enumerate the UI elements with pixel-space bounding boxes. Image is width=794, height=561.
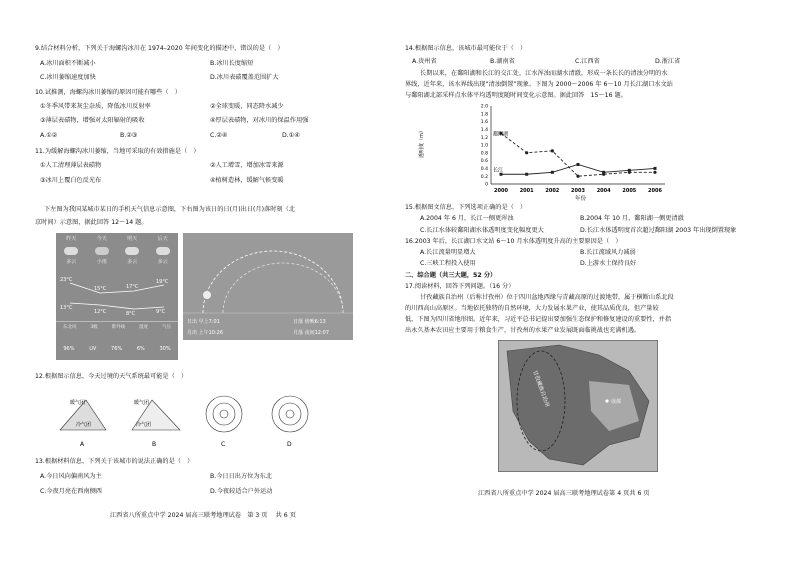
- y-tick-label: 1.6: [480, 120, 488, 126]
- day-label: 后天: [157, 236, 168, 242]
- info-label: 3级: [90, 325, 98, 330]
- warm-mass-label: 暖气团: [70, 400, 86, 406]
- q15-option-c: C.长江水体较鄱阳湖水体透明度变化幅度更大: [420, 227, 544, 234]
- temp-high: 17°C: [126, 284, 139, 290]
- section-heading: 二、综合题（共三大题，52 分）: [405, 272, 497, 279]
- q12-stem: 12.根据图示信息，今天过境的天气系统最可能是（ ）: [35, 373, 188, 380]
- city-marker-icon: [605, 399, 608, 402]
- data-point: [551, 171, 554, 174]
- sichuan-terrain-map: [498, 340, 658, 472]
- x-tick-label: 2002: [545, 188, 560, 194]
- day-label: 昨天: [66, 236, 77, 242]
- q9-option-b: B.冰川长度缩短: [210, 60, 254, 67]
- info-value: 30%: [159, 346, 171, 352]
- info-label: 东北风: [62, 325, 77, 330]
- q13-stem: 13.根据材料信息，下列关于该城市的说法正确的是（ ）: [35, 458, 194, 465]
- sun-moon-panel: [183, 233, 353, 340]
- y-tick-label: 0.4: [480, 167, 488, 172]
- info-label: 气压: [162, 325, 172, 330]
- q13-option-a: A.今日风向偏南风为主: [40, 473, 102, 480]
- data-point: [628, 169, 631, 172]
- intro-line-1: 下左图为我国某城市某日的手机天气信息示意图，下右图为该日的日(月)出日(月)落时刻（北: [44, 206, 295, 213]
- q10-item-4: ④厚层表碛物，对冰川的保温作用强: [210, 117, 309, 124]
- intro-line-2: 京时间）示意图，据此回答 12～14 题。: [35, 219, 148, 226]
- moonrise-time: 月出 上午10:26: [187, 330, 223, 336]
- x-tick-label: 2003: [571, 188, 585, 194]
- info-value: UV: [89, 346, 97, 352]
- q9-option-a: A.冰川面积不断减小: [40, 60, 96, 67]
- series-label: 鄱阳湖: [493, 131, 509, 138]
- q10-option-a: A.①②: [40, 132, 58, 139]
- y-tick-label: 0.8: [480, 151, 488, 157]
- q10-stem: 10.试推测，海螺沟冰川萎缩的原因可能有哪些（ ）: [35, 89, 181, 96]
- temp-low: 12°C: [94, 309, 107, 315]
- x-tick-label: 2000: [494, 188, 508, 194]
- y-tick-label: 1.2: [480, 135, 488, 141]
- x-tick-label: 2001: [519, 188, 534, 194]
- q15-stem: 15.根据图文信息，下列选项正确的是（ ）: [405, 204, 527, 211]
- q17-para-4: 出永久基本农田应主要用于粮食生产，甘孜州的水果产业发展既面临挑战也充满机遇。: [405, 327, 641, 334]
- info-value: 6%: [136, 346, 145, 352]
- terrain-shape: [499, 341, 657, 471]
- data-point: [577, 163, 580, 166]
- temp-low: 9°C: [156, 309, 166, 315]
- q16-stem: 16.2003 年后，长江湖口水文站 6～10 月水体透明度升高的主要原因是（ ）: [405, 238, 622, 245]
- data-point: [525, 151, 528, 154]
- condition: 小雨: [96, 258, 107, 265]
- q16-option-c: C.三峡工程投入使用: [420, 260, 476, 267]
- passage-line-2: 界线，近年来，该水界线出现“清浊倒置”现象。下图为 2000～2006 年 6～10 月长江湖口水文站: [405, 81, 673, 88]
- y-tick-label: 0.2: [480, 174, 488, 180]
- q10-item-1: ①冬季风带来灰尘杂质，降低冰川反射率: [40, 103, 151, 110]
- q9-stem: 9.结合材料分析，下列关于海螺沟冰川在 1974–2020 年间变化的描述中，错误的是（ ）: [35, 45, 284, 52]
- cloud-icon: [125, 247, 139, 255]
- temp-high: 23°C: [60, 277, 73, 283]
- info-value: 76%: [111, 346, 123, 352]
- y-tick-label: 0: [485, 182, 488, 188]
- sun-moon-arcs: [183, 233, 353, 340]
- temperature-curves: [56, 275, 178, 315]
- info-label: 湿度: [139, 325, 149, 330]
- q16-option-d: D.上游水土保持良好: [580, 260, 637, 267]
- page-footer-left: 江西省八所重点中学 2024 届高三联考地理试卷 第 3 页 共 6 页: [110, 512, 296, 519]
- passage-line-3: 与鄱阳湖北部采样点水体平均透明度随时间变化示意图。据此回答 15～16 题。: [405, 92, 627, 99]
- passage-line-1: 长期以来，在鄱阳湖和长江的交汇处，江水浑浊而湖水清澈，形成一条长长的清浊分明的水: [420, 70, 668, 77]
- rain-cloud-icon: [95, 247, 109, 255]
- y-tick-label: 1.0: [480, 143, 488, 149]
- q14-option-b: B.湖南省: [490, 58, 515, 65]
- y-tick-label: 0.6: [480, 159, 488, 165]
- diagram-a: [60, 399, 106, 430]
- q9-option-d: D.冰川表碛覆盖范围扩大: [210, 74, 279, 81]
- temp-low: 8°C: [126, 311, 136, 317]
- q10-item-3: ③薄层表碛物，增强对太阳辐射的吸收: [40, 117, 145, 124]
- y-tick-label: 1.4: [480, 128, 488, 133]
- temp-high: 15°C: [94, 286, 107, 292]
- cold-mass-label: 冷气团: [136, 422, 152, 428]
- q9-option-c: C.冰川萎缩速度加快: [40, 74, 96, 81]
- x-tick-label: 2004: [596, 188, 611, 194]
- label-c: C: [221, 441, 226, 448]
- q13-option-b: B.今日日出方位为东北: [210, 473, 272, 480]
- q17-para-3: 低，下图为四川省地形图。近年来，习近平总书记提出要加强生态保护和修复建设的重要性，并指: [405, 316, 672, 323]
- data-point: [653, 171, 656, 174]
- y-tick-label: 1.8: [480, 112, 488, 118]
- q17-para-1: 甘孜藏族自治州（后称甘孜州）位于四川盆地西缘与青藏高原的过渡地带，属于横断山系北段: [420, 294, 674, 301]
- q10-option-b: B.②③: [120, 132, 138, 139]
- info-label: 紫外线: [111, 325, 126, 330]
- label-a: A: [80, 441, 85, 448]
- q10-item-2: ②全球变暖，同态降水减少: [210, 103, 284, 110]
- sunset-time: 日落 傍晚6:13: [293, 319, 326, 325]
- label-d: D: [287, 441, 292, 448]
- ganzi-label: 甘孜藏族自治州: [531, 369, 550, 408]
- q17-para-2: 的川西高山高原区。当地依托独特的自然环境，大力发展水果产业，使其品质优良，但产量较: [405, 305, 659, 312]
- y-tick-label: 2.0: [480, 104, 488, 110]
- diagram-c: [206, 396, 242, 432]
- temp-low: 13°C: [60, 305, 73, 311]
- q14-option-d: D.浙江省: [655, 58, 681, 65]
- q15-option-a: A.2004 年 6 月，长江一侧更浑浊: [420, 215, 514, 222]
- data-point: [602, 171, 605, 174]
- q16-option-b: B.长江流域风力减弱: [580, 249, 636, 256]
- q11-item-4: ④植树造林，缓解气候变暖: [210, 177, 284, 184]
- y-axis-label: 透明度（m）: [419, 128, 425, 158]
- chengdu-label: 成都: [611, 399, 622, 405]
- info-value: 96%: [63, 346, 75, 352]
- sunrise-time: 日出 早上7:01: [187, 319, 220, 325]
- temp-high: 19°C: [156, 279, 169, 285]
- q11-item-2: ②人工增雪，增加冰雪来源: [210, 162, 284, 169]
- x-tick-label: 2006: [648, 188, 662, 194]
- diagram-b: [132, 399, 180, 430]
- q10-option-d: D.①④: [282, 132, 300, 139]
- moonset-time: 月落 夜间12:07: [293, 330, 329, 336]
- x-tick-label: 2005: [622, 188, 637, 194]
- condition: 多云: [127, 258, 138, 265]
- q14-option-c: C.江西省: [575, 58, 600, 65]
- warm-mass-label: 暖气团: [134, 400, 150, 406]
- label-b: B: [152, 441, 157, 448]
- q10-option-c: C.②④: [210, 132, 228, 139]
- condition: 多云: [66, 258, 77, 265]
- q15-option-b: B.2004 年 10 月，鄱阳湖一侧更清澈: [580, 215, 684, 222]
- cold-mass-label: 冷气团: [76, 422, 92, 428]
- q14-option-a: A.贵州省: [412, 58, 437, 65]
- weather-panel: [56, 233, 178, 360]
- cloud-icon: [64, 247, 78, 255]
- q14-stem: 14.根据图示信息，该城市最可能位于（ ）: [405, 45, 527, 52]
- q13-option-c: C.今夜月亮在西南侧西: [40, 488, 102, 495]
- series-label: 长江: [493, 167, 504, 174]
- transparency-chart: [419, 100, 695, 202]
- day-label: 明天: [127, 236, 138, 242]
- q17-stem: 17.阅读材料，回答下列问题。（16 分）: [405, 283, 515, 290]
- condition: 多云: [157, 258, 168, 265]
- q16-option-a: A.长江流量明显增大: [420, 249, 476, 256]
- q13-option-d: D.今夜较适合户外运动: [210, 488, 273, 495]
- diagram-d: [272, 396, 308, 432]
- weather-system-diagrams: [56, 386, 316, 450]
- data-point: [525, 173, 528, 176]
- data-point: [654, 167, 657, 170]
- q11-item-3: ③冰川上覆白色反光布: [40, 177, 102, 184]
- sun-icon: [203, 291, 211, 299]
- q11-stem: 11.为缓解海螺沟冰川萎缩，当地可采取的有效措施是（ ）: [35, 148, 200, 155]
- cloud-icon: [156, 247, 170, 255]
- data-point: [576, 175, 579, 178]
- data-point: [551, 149, 554, 152]
- q15-option-d: D.长江水体透明度首次超过鄱阳湖 2003 年出现倒置现象: [580, 227, 737, 234]
- x-axis-label: 年份: [575, 196, 587, 202]
- page-footer-right: 江西省八所重点中学 2024 届高三联考地理试卷第 4 页共 6 页: [478, 490, 650, 497]
- q11-item-1: ①人工清理薄层表碛物: [40, 162, 102, 169]
- day-label: 今天: [96, 236, 107, 242]
